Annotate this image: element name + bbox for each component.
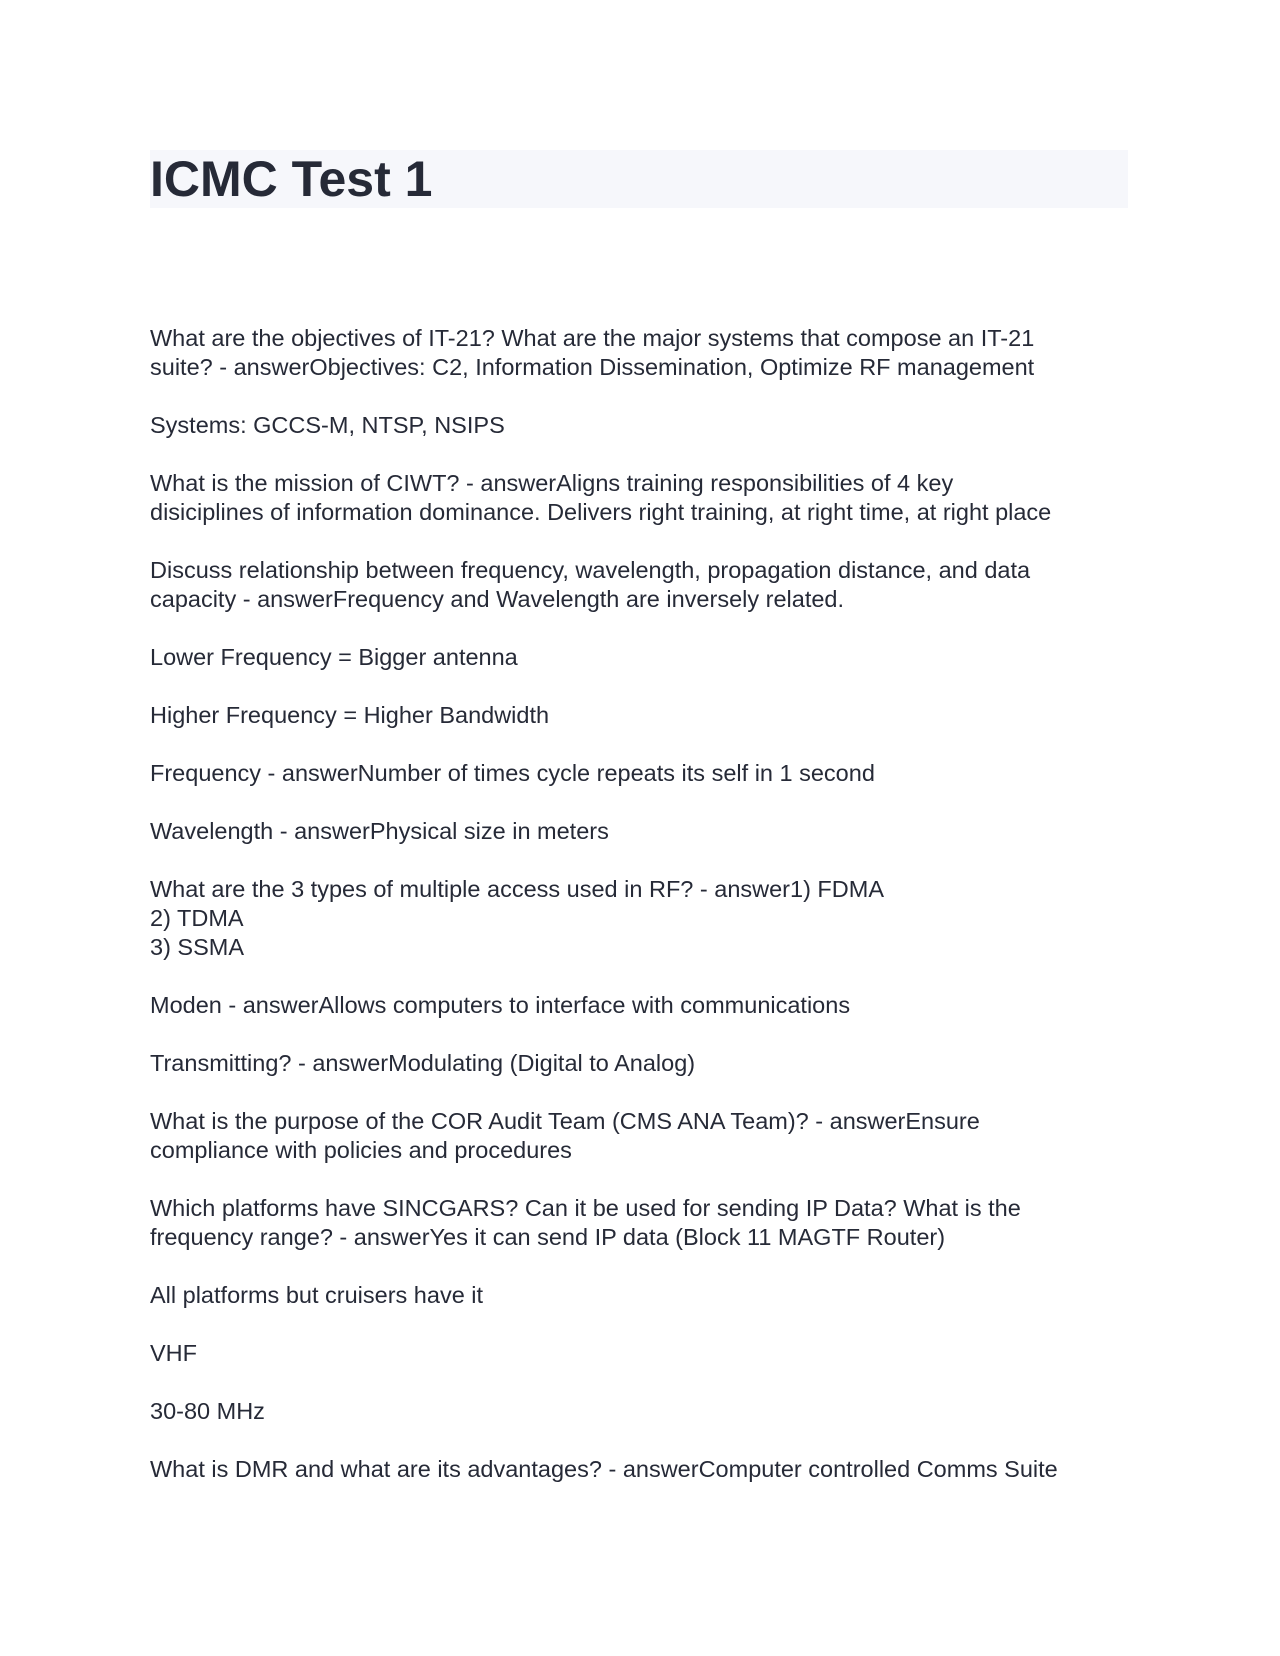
qa-paragraph xyxy=(150,1455,1135,1484)
text-line: What is the purpose of the COR Audit Team (CMS ANA Team)? - answerEnsure xyxy=(150,1108,980,1134)
text-line: capacity - answerFrequency and Wavelength are inversely related. xyxy=(150,586,845,612)
qa-paragraph xyxy=(150,875,1135,962)
text-line: All platforms but cruisers have it xyxy=(150,1282,484,1308)
qa-paragraph xyxy=(150,469,1135,527)
qa-paragraph xyxy=(150,1339,1135,1368)
text-line: Transmitting? - answerModulating (Digital to Analog) xyxy=(150,1050,696,1076)
text-line: compliance with policies and procedures xyxy=(150,1137,572,1163)
document-body xyxy=(150,324,1135,1513)
text-line: disiciplines of information dominance. Delivers right training, at right time, at right place xyxy=(150,499,1052,525)
text-line: What is the mission of CIWT? - answerAligns training responsibilities of 4 key xyxy=(150,470,954,496)
text-line: frequency range? - answerYes it can send IP data (Block 11 MAGTF Router) xyxy=(150,1224,946,1250)
qa-paragraph xyxy=(150,991,1135,1020)
text-line: 3) SSMA xyxy=(150,934,245,960)
qa-paragraph xyxy=(150,1194,1135,1252)
text-line: What are the objectives of IT-21? What are the major systems that compose an IT-21 xyxy=(150,325,1035,351)
qa-paragraph xyxy=(150,1107,1135,1165)
qa-paragraph xyxy=(150,759,1135,788)
qa-paragraph xyxy=(150,701,1135,730)
text-line: Higher Frequency = Higher Bandwidth xyxy=(150,702,550,728)
document-title: ICMC Test 1 xyxy=(150,151,433,207)
text-line: Wavelength - answerPhysical size in meters xyxy=(150,818,609,844)
qa-paragraph xyxy=(150,643,1135,672)
text-line: Discuss relationship between frequency, wavelength, propagation distance, and data xyxy=(150,557,1031,583)
text-line: 2) TDMA xyxy=(150,905,244,931)
text-line: VHF xyxy=(150,1340,197,1366)
text-line: suite? - answerObjectives: C2, Information Dissemination, Optimize RF management xyxy=(150,354,1035,380)
qa-paragraph xyxy=(150,1397,1135,1426)
text-line: Moden - answerAllows computers to interface with communications xyxy=(150,992,851,1018)
qa-paragraph xyxy=(150,556,1135,614)
qa-paragraph xyxy=(150,411,1135,440)
text-line: 30-80 MHz xyxy=(150,1398,265,1424)
text-line: Which platforms have SINCGARS? Can it be used for sending IP Data? What is the xyxy=(150,1195,1021,1221)
qa-paragraph xyxy=(150,324,1135,382)
text-line: Systems: GCCS-M, NTSP, NSIPS xyxy=(150,412,505,438)
qa-paragraph xyxy=(150,1281,1135,1310)
text-line: Frequency - answerNumber of times cycle repeats its self in 1 second xyxy=(150,760,875,786)
qa-paragraph xyxy=(150,817,1135,846)
text-line: What are the 3 types of multiple access used in RF? - answer1) FDMA xyxy=(150,876,885,902)
qa-paragraph xyxy=(150,1049,1135,1078)
text-line: What is DMR and what are its advantages? - answerComputer controlled Comms Suite xyxy=(150,1456,1058,1482)
text-line: Lower Frequency = Bigger antenna xyxy=(150,644,518,670)
